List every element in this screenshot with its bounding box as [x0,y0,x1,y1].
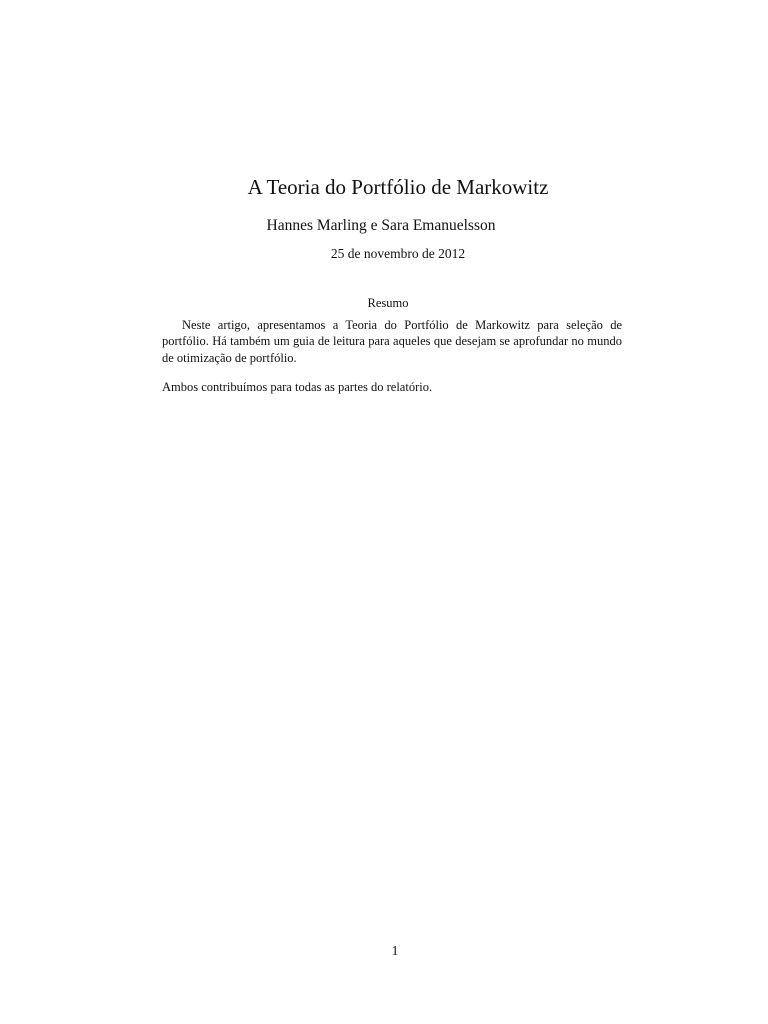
paper-authors: Hannes Marling e Sara Emanuelsson [266,217,496,234]
abstract-heading: Resumo [367,296,409,310]
contribution-statement: Ambos contribuímos para todas as partes do relatório. [162,379,433,394]
abstract-paragraph: Neste artigo, apresentamos a Teoria do Portfólio de Markowitz para seleção de portfólio. Há também um guia de leitura para aqueles que desejam se aprofundar no mundo de otimização de portfólio. [162,318,622,365]
page-number: 1 [391,943,399,958]
abstract-body [162,317,622,395]
paper-title: A Teoria do Portfólio de Markowitz [247,175,549,199]
paper-date: 25 de novembro de 2012 [330,246,466,261]
